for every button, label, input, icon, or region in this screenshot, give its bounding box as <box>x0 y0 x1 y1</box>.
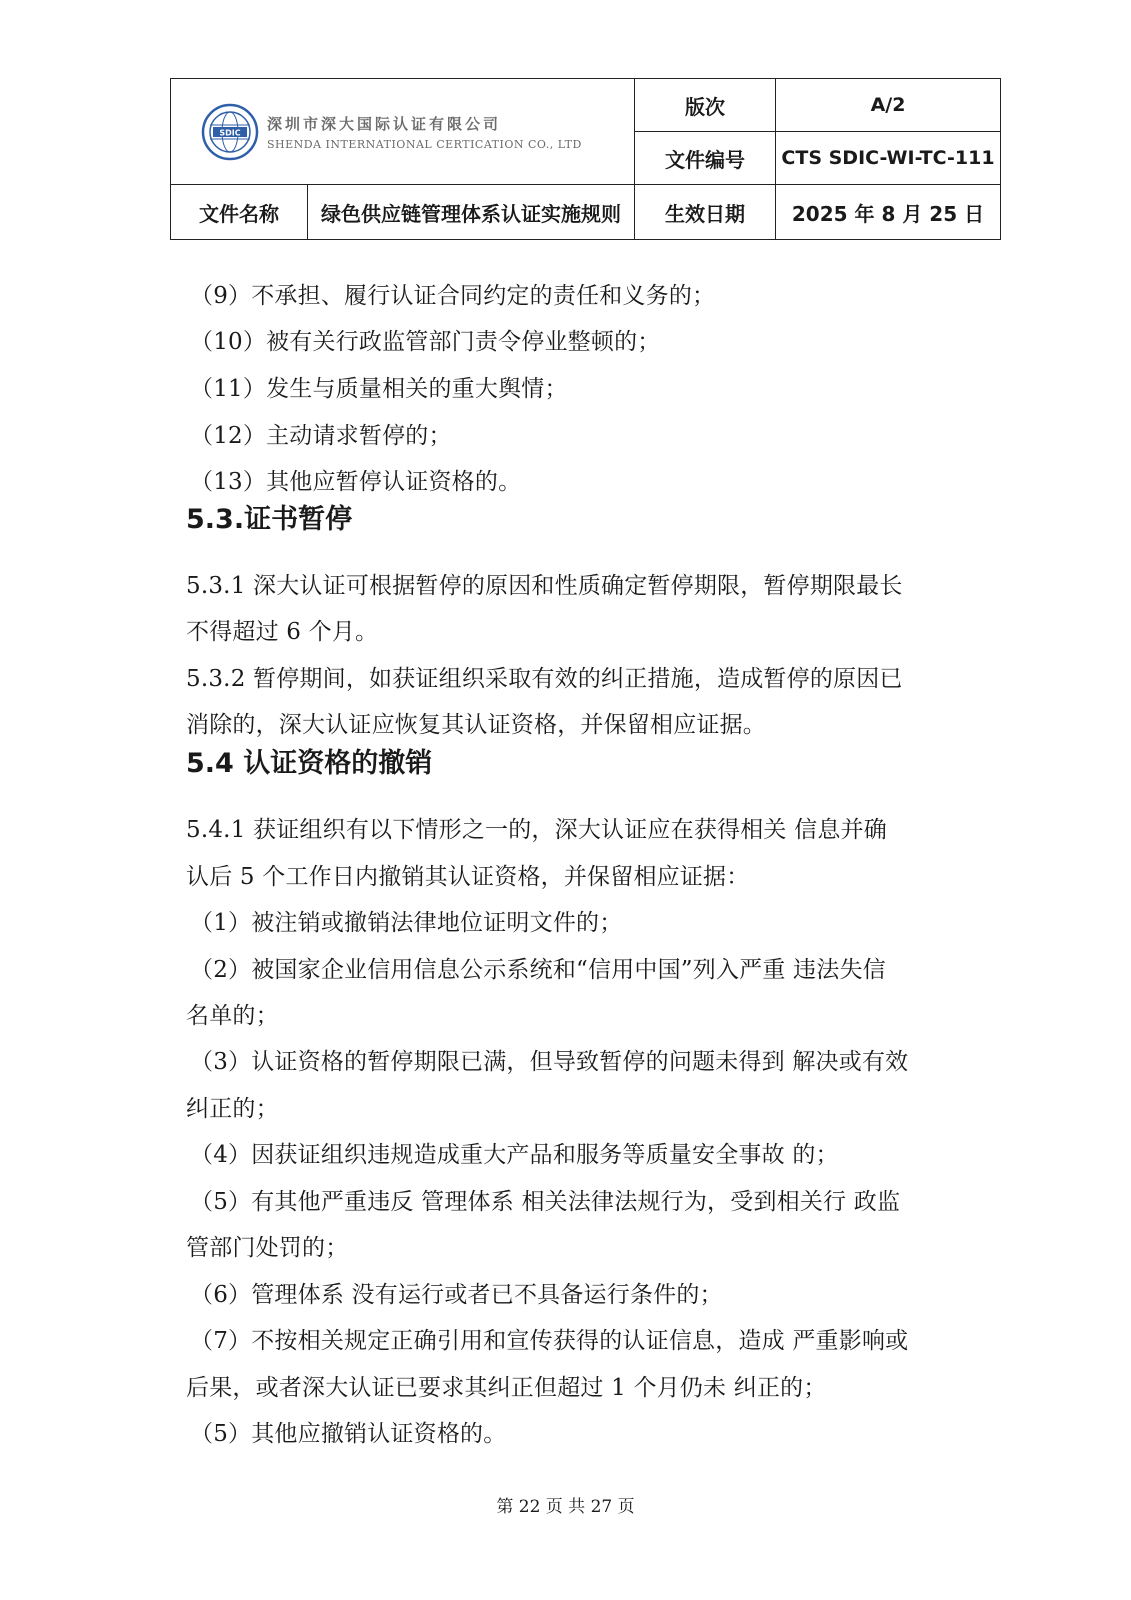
effective-date-value: 2025 年 8 月 25 日 <box>776 185 1001 240</box>
document-header-table <box>170 78 1001 240</box>
company-name-cn: 深圳市深大国际认证有限公司 <box>267 114 502 133</box>
list-item-continuation: 名单的； <box>186 1003 279 1029</box>
doc-number-value: CTS SDIC-WI-TC-111 <box>776 132 1001 185</box>
paragraph-line: 5.3.2 暂停期间，如获证组织采取有效的纠正措施，造成暂停的原因已 <box>186 666 903 692</box>
paragraph-line: 不得超过 6 个月。 <box>186 619 379 645</box>
list-item: （11）发生与质量相关的重大舆情； <box>190 376 568 402</box>
list-item: （12）主动请求暂停的； <box>190 423 452 449</box>
effective-date-label: 生效日期 <box>635 185 776 240</box>
company-logo-icon <box>201 103 259 161</box>
company-name-en: SHENDA INTERNATIONAL CERTICATION CO., LTD <box>267 137 582 151</box>
paragraph-line: 认后 5 个工作日内撤销其认证资格，并保留相应证据： <box>186 864 750 890</box>
section-heading-5-3: 5.3.证书暂停 <box>186 504 353 535</box>
page-number-footer: 第 22 页 共 27 页 <box>496 1497 635 1517</box>
list-item: （5）有其他严重违反 管理体系 相关法律法规行为，受到相关行 政监 <box>190 1189 901 1215</box>
list-item-continuation: 管部门处罚的； <box>186 1235 349 1261</box>
version-value: A/2 <box>776 79 1001 132</box>
list-item: （5）其他应撤销认证资格的。 <box>190 1421 507 1447</box>
paragraph-line: 5.4.1 获证组织有以下情形之一的，深大认证应在获得相关 信息并确 <box>186 817 887 843</box>
paragraph-line: 5.3.1 深大认证可根据暂停的原因和性质确定暂停期限，暂停期限最长 <box>186 573 903 599</box>
doc-name-value: 绿色供应链管理体系认证实施规则 <box>308 185 635 240</box>
list-item-continuation: 后果，或者深大认证已要求其纠正但超过 1 个月仍未 纠正的； <box>186 1375 827 1401</box>
list-item: （1）被注销或撤销法律地位证明文件的； <box>190 910 623 936</box>
list-item: （2）被国家企业信用信息公示系统和“信用中国”列入严重 违法失信 <box>190 957 886 983</box>
list-item: （9）不承担、履行认证合同约定的责任和义务的； <box>190 283 716 309</box>
list-item: （13）其他应暂停认证资格的。 <box>190 469 522 495</box>
list-item: （10）被有关行政监管部门责令停业整顿的； <box>190 329 661 355</box>
paragraph-line: 消除的，深大认证应恢复其认证资格，并保留相应证据。 <box>186 712 766 738</box>
doc-name-label: 文件名称 <box>171 185 308 240</box>
list-item-continuation: 纠正的； <box>186 1096 279 1122</box>
svg-text:SDIC: SDIC <box>219 128 241 137</box>
section-heading-5-4: 5.4 认证资格的撤销 <box>186 748 433 779</box>
version-label: 版次 <box>635 79 776 132</box>
list-item: （7）不按相关规定正确引用和宣传获得的认证信息，造成 严重影响或 <box>190 1328 909 1354</box>
list-item: （3）认证资格的暂停期限已满，但导致暂停的问题未得到 解决或有效 <box>190 1049 909 1075</box>
company-logo-cell <box>171 79 635 185</box>
list-item: （6）管理体系 没有运行或者已不具备运行条件的； <box>190 1282 723 1308</box>
doc-number-label: 文件编号 <box>635 132 776 185</box>
list-item: （4）因获证组织违规造成重大产品和服务等质量安全事故 的； <box>190 1142 839 1168</box>
